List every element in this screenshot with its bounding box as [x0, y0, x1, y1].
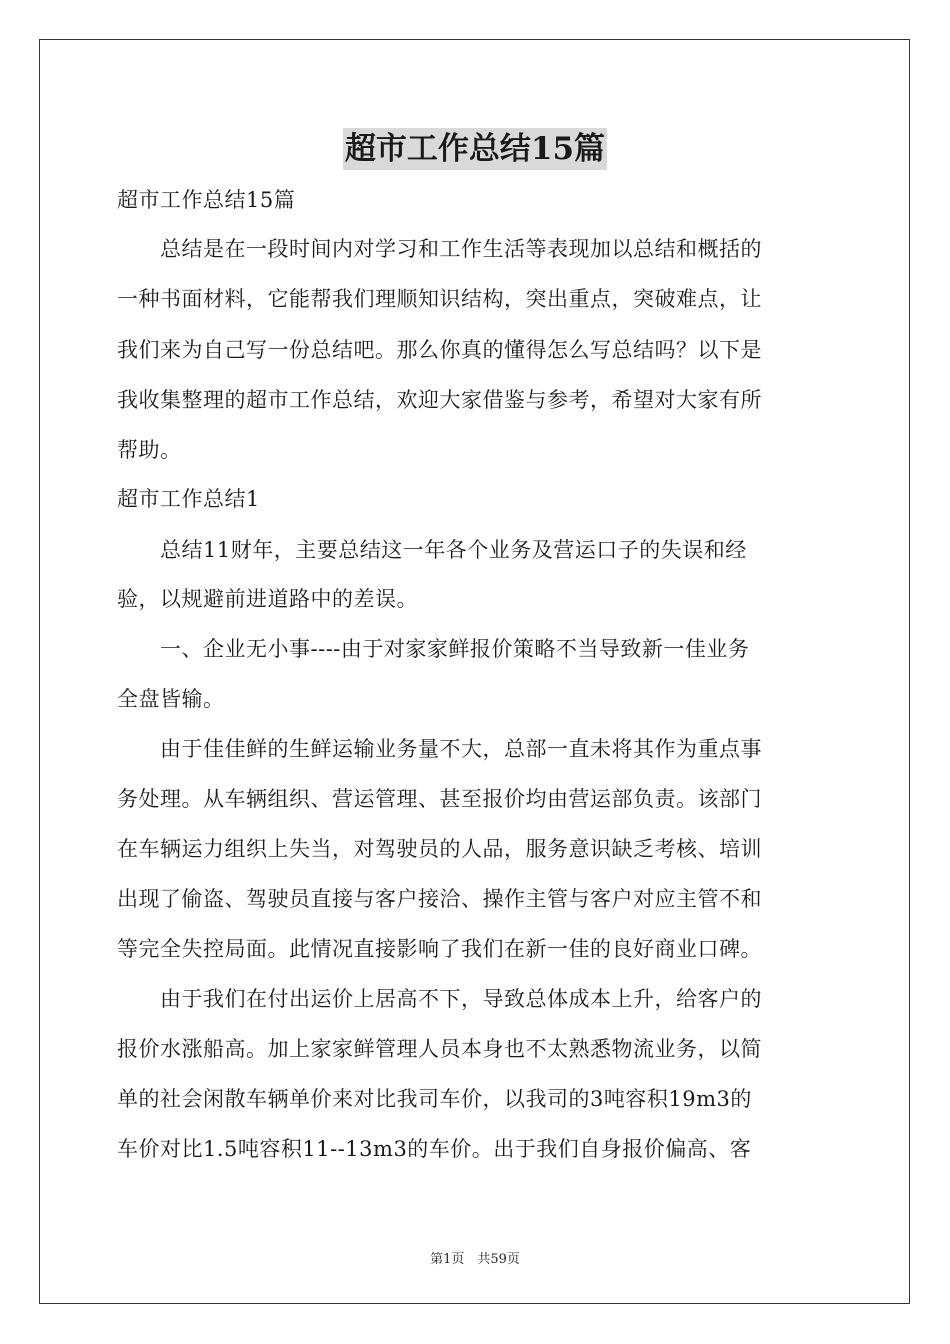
text-line: 一种书面材料，它能帮我们理顺知识结构，突出重点，突破难点，让	[117, 287, 762, 311]
page-border	[39, 39, 910, 1304]
text-line: 由于我们在付出运价上居高不下，导致总体成本上升，给客户的	[117, 987, 762, 1011]
text-line: 我们来为自己写一份总结吧。那么你真的懂得怎么写总结吗？以下是	[117, 338, 762, 362]
text-line: 超市工作总结15篇	[117, 188, 296, 212]
text-line: 超市工作总结1	[117, 487, 260, 511]
text-line: 全盘皆输。	[117, 687, 225, 711]
text-line: 总结11财年，主要总结这一年各个业务及营运口子的失误和经	[117, 538, 747, 562]
page-footer: 第1页 共59页	[430, 1252, 520, 1267]
document-title-block	[0, 128, 950, 170]
text-line: 帮助。	[117, 438, 182, 462]
text-line: 务处理。从车辆组织、营运管理、甚至报价均由营运部负责。该部门	[117, 787, 762, 811]
text-line: 报价水涨船高。加上家家鲜管理人员本身也不太熟悉物流业务，以简	[117, 1037, 762, 1061]
text-line: 车价对比1.5吨容积11--13m3的车价。出于我们自身报价偏高、客	[117, 1137, 752, 1161]
text-line: 由于佳佳鲜的生鲜运输业务量不大，总部一直未将其作为重点事	[117, 737, 762, 761]
text-line: 一、企业无小事----由于对家家鲜报价策略不当导致新一佳业务	[117, 637, 750, 661]
text-line: 出现了偷盗、驾驶员直接与客户接洽、操作主管与客户对应主管不和	[117, 887, 762, 911]
text-line: 验，以规避前进道路中的差误。	[117, 587, 418, 611]
text-line: 等完全失控局面。此情况直接影响了我们在新一佳的良好商业口碑。	[117, 937, 762, 961]
text-line: 总结是在一段时间内对学习和工作生活等表现加以总结和概括的	[117, 237, 762, 261]
text-line: 我收集整理的超市工作总结，欢迎大家借鉴与参考，希望对大家有所	[117, 388, 762, 412]
text-line: 在车辆运力组织上失当，对驾驶员的人品，服务意识缺乏考核、培训	[117, 837, 762, 861]
text-line: 单的社会闲散车辆单价来对比我司车价，以我司的3吨容积19m3的	[117, 1087, 752, 1111]
document-title: 超市工作总结15篇	[343, 128, 607, 170]
